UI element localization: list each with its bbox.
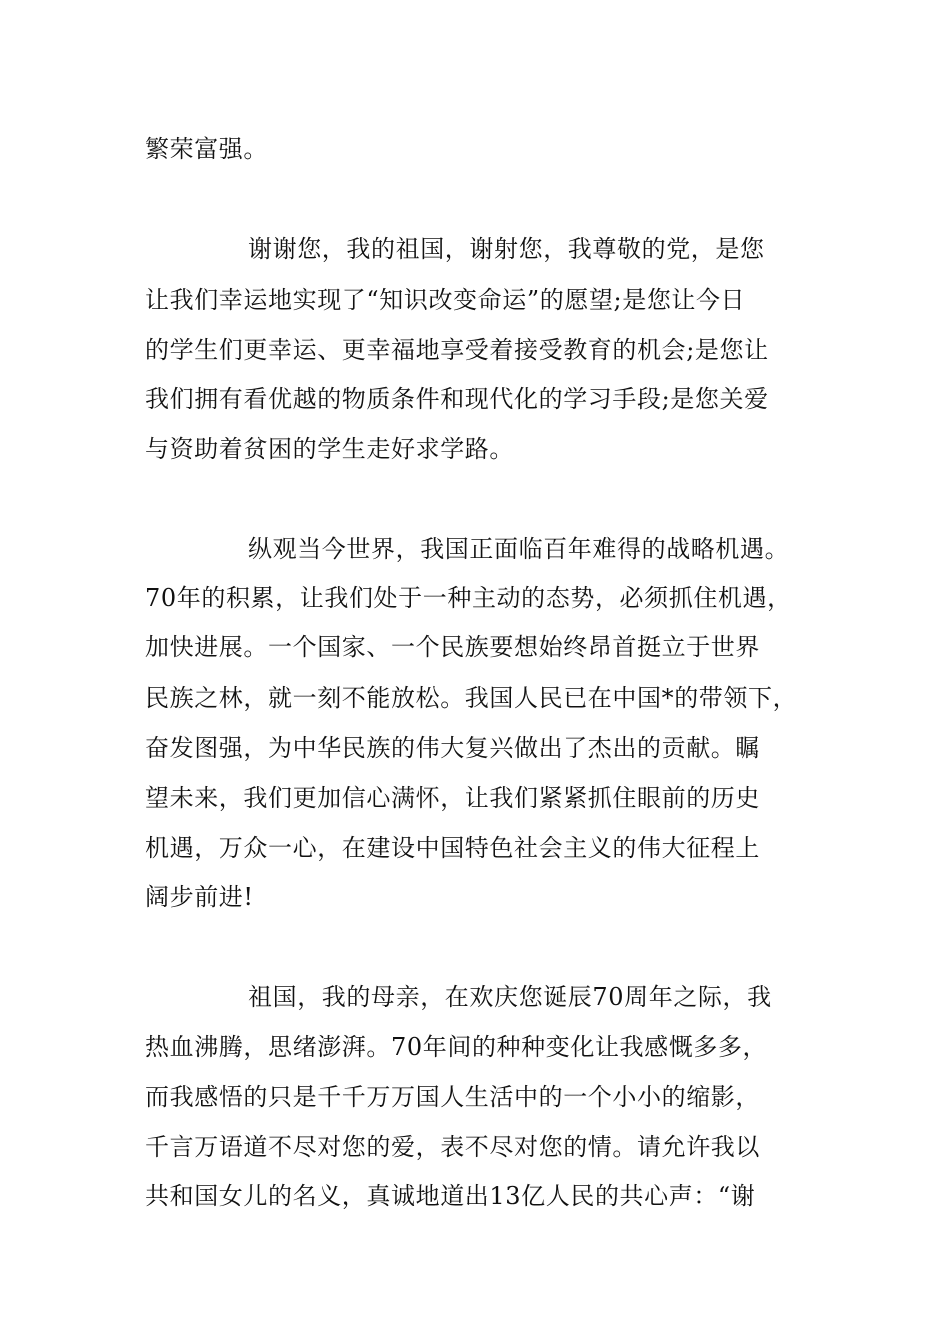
paragraph-3-line-6: 望未来，我们更加信心满怀，让我们紧紧抓住眼前的历史 <box>145 784 760 812</box>
paragraph-2-line-5: 与资助着贫困的学生走好求学路。 <box>145 435 514 463</box>
paragraph-2-line-2: 让我们幸运地实现了“知识改变命运”的愿望;是您让今日 <box>145 286 746 314</box>
paragraph-4-line-1: 祖国，我的母亲，在欢庆您诞辰70周年之际，我 <box>248 983 772 1011</box>
paragraph-4-line-3: 而我感悟的只是千千万万国人生活中的一个小小的缩影， <box>145 1083 760 1111</box>
paragraph-4-line-4: 千言万语道不尽对您的爱，表不尽对您的情。请允许我以 <box>145 1133 760 1161</box>
paragraph-3-line-2: 70年的积累，让我们处于一种主动的态势，必须抓住机遇， <box>145 584 792 612</box>
paragraph-4-line-5: 共和国女儿的名义，真诚地道出13亿人民的共心声：“谢 <box>145 1182 756 1210</box>
paragraph-3-line-5: 奋发图强，为中华民族的伟大复兴做出了杰出的贡献。瞩 <box>145 734 760 762</box>
paragraph-2-line-1: 谢谢您，我的祖国，谢射您，我尊敬的党，是您 <box>248 235 765 263</box>
paragraph-3-line-3: 加快进展。一个国家、一个民族要想始终昂首挺立于世界 <box>145 633 760 661</box>
paragraph-4-line-2: 热血沸腾，思绪澎湃。70年间的种种变化让我感慨多多， <box>145 1033 768 1061</box>
paragraph-3-line-4: 民族之林，就一刻不能放松。我国人民已在中国*的带领下， <box>145 684 798 712</box>
paragraph-3-line-7: 机遇，万众一心，在建设中国特色社会主义的伟大征程上 <box>145 834 760 862</box>
paragraph-3-line-1: 纵观当今世界，我国正面临百年难得的战略机遇。 <box>248 535 790 563</box>
paragraph-2-line-4: 我们拥有看优越的物质条件和现代化的学习手段;是您关爱 <box>145 385 769 413</box>
paragraph-2-line-3: 的学生们更幸运、更幸福地享受着接受教育的机会;是您让 <box>145 336 769 364</box>
paragraph-3-line-8: 阔步前进! <box>145 883 254 911</box>
paragraph-1-line-1: 繁荣富强。 <box>145 135 268 163</box>
